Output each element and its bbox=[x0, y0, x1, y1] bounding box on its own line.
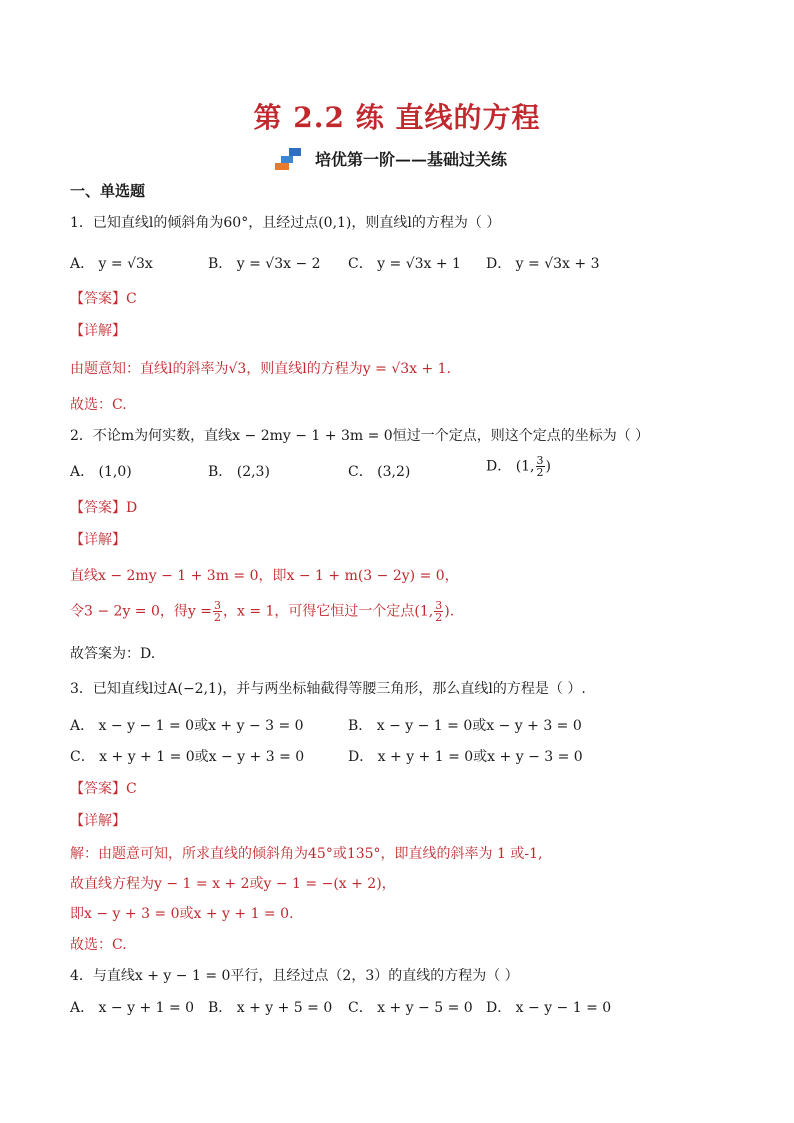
q2-detail-2-a: 令3 − 2y = 0，得y = bbox=[70, 603, 212, 620]
q2-option-d-fraction bbox=[536, 455, 545, 478]
q3-choose: 故选：C. bbox=[70, 937, 127, 953]
subtitle: 培优第一阶——基础过关练 bbox=[315, 150, 508, 169]
q2-choose: 故答案为：D. bbox=[70, 646, 156, 662]
q3-answer: 【答案】C bbox=[70, 781, 137, 797]
q1-answer: 【答案】C bbox=[70, 291, 137, 307]
q2-option-b: B． (2,3) bbox=[208, 464, 270, 480]
q2-detail-2-c: ). bbox=[444, 603, 455, 620]
subtitle-row bbox=[275, 147, 507, 170]
q2-detail-2 bbox=[70, 600, 454, 623]
question-2-stem: 2．不论m为何实数，直线x − 2my − 1 + 3m = 0恒过一个定点，则这个定点的坐标为（ ） bbox=[70, 428, 650, 444]
q2-option-d-num: 3 bbox=[536, 454, 544, 467]
stairs-logo-icon bbox=[275, 148, 309, 170]
q2-detail-2-den2: 2 bbox=[435, 611, 443, 624]
q4-option-b: B． x + y + 5 = 0 bbox=[208, 1000, 333, 1016]
q2-option-d-post: ) bbox=[545, 458, 551, 475]
q2-detail-2-fraction-2 bbox=[434, 600, 443, 623]
q3-detail-label: 【详解】 bbox=[70, 813, 126, 829]
q2-detail-2-num2: 3 bbox=[435, 599, 443, 612]
question-1-stem: 1．已知直线l的倾斜角为60°，且经过点(0,1)，则直线l的方程为（ ） bbox=[70, 215, 501, 231]
question-4-stem: 4．与直线x + y − 1 = 0平行，且经过点（2，3）的直线的方程为（ ） bbox=[70, 968, 519, 984]
q1-option-a: A． y = √3x bbox=[70, 256, 153, 272]
q2-detail-2-den: 2 bbox=[213, 611, 221, 624]
q3-option-b: B． x − y − 1 = 0或x − y + 3 = 0 bbox=[348, 718, 582, 734]
q2-answer: 【答案】D bbox=[70, 500, 138, 516]
q3-detail-2: 故直线方程为y − 1 = x + 2或y − 1 = −(x + 2)， bbox=[70, 876, 396, 892]
q3-option-a: A． x − y − 1 = 0或x + y − 3 = 0 bbox=[70, 718, 304, 734]
q1-detail: 由题意知：直线l的斜率为√3，则直线l的方程为y = √3x + 1. bbox=[70, 361, 452, 377]
page-title: 第 2.2 练 直线的方程 bbox=[253, 101, 541, 134]
q3-detail-1: 解：由题意可知，所求直线的倾斜角为45°或135°，即直线的斜率为 1 或-1, bbox=[70, 846, 543, 862]
q2-option-a: A． (1,0) bbox=[70, 464, 132, 480]
q4-option-d: D． x − y − 1 = 0 bbox=[486, 1000, 612, 1016]
q2-detail-2-fraction bbox=[213, 600, 222, 623]
q2-option-d-label: D． bbox=[486, 458, 512, 475]
q1-choose: 故选：C. bbox=[70, 397, 127, 413]
q2-detail-label: 【详解】 bbox=[70, 532, 126, 548]
q2-option-d bbox=[486, 455, 551, 478]
q4-option-c: C． x + y − 5 = 0 bbox=[348, 1000, 473, 1016]
q2-option-d-pre: (1, bbox=[515, 458, 535, 475]
q3-detail-3: 即x − y + 3 = 0或x + y + 1 = 0. bbox=[70, 906, 294, 922]
q2-option-d-den: 2 bbox=[536, 466, 544, 479]
section-heading: 一、单选题 bbox=[70, 182, 146, 200]
q1-option-c: C． y = √3x + 1 bbox=[348, 256, 461, 272]
q4-option-a: A． x − y + 1 = 0 bbox=[70, 1000, 195, 1016]
question-3-stem: 3．已知直线l过A(−2,1)，并与两坐标轴截得等腰三角形，那么直线l的方程是（ ）. bbox=[70, 681, 586, 697]
q2-detail-2-b: ，x = 1，可得它恒过一个定点(1, bbox=[222, 603, 434, 620]
q1-detail-label: 【详解】 bbox=[70, 323, 126, 339]
q2-detail-1: 直线x − 2my − 1 + 3m = 0，即x − 1 + m(3 − 2y) = 0， bbox=[70, 568, 459, 584]
q1-option-d: D． y = √3x + 3 bbox=[486, 256, 600, 272]
q3-option-d: D． x + y + 1 = 0或x + y − 3 = 0 bbox=[348, 749, 583, 765]
q2-detail-2-num: 3 bbox=[213, 599, 221, 612]
q1-option-b: B． y = √3x − 2 bbox=[208, 256, 321, 272]
q2-option-c: C． (3,2) bbox=[348, 464, 411, 480]
q3-option-c: C． x + y + 1 = 0或x − y + 3 = 0 bbox=[70, 749, 305, 765]
